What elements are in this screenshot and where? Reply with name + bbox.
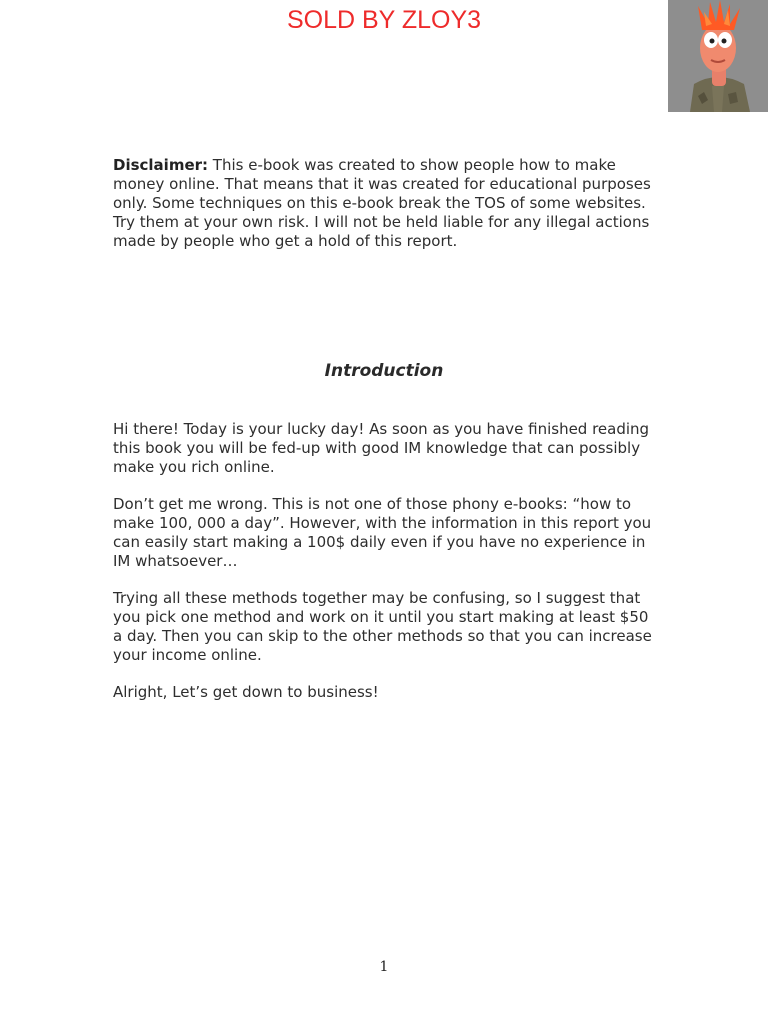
sold-by-banner: SOLD BY ZLOY3 <box>286 6 482 34</box>
intro-paragraph-1: Hi there! Today is your lucky day! As soon as you have finished reading this book you will be fed-up with good IM knowledge that can possibly make you rich online. <box>113 420 650 476</box>
disclaimer-paragraph <box>113 156 658 251</box>
page-number: 1 <box>379 959 389 975</box>
disclaimer-text: This e-book was created to show people how to make money online. That means that it was created for educational purposes only. Some techniques on this e-book break the TOS of some websites. Try them at your own risk. I will not be held liable for any illegal actions made by people who get a hold of this report. <box>113 156 651 250</box>
intro-paragraph-2: Don’t get me wrong. This is not one of those phony e-books: “how to make 100, 000 a day”. However, with the information in this report you can easily start making a 100$ daily even if you have no experience in IM whatsoever… <box>113 495 652 570</box>
intro-paragraph-3: Trying all these methods together may be confusing, so I suggest that you pick one method and work on it until you start making at least $50 a day. Then you can skip to the other methods so that you can increase your income online. <box>113 589 652 664</box>
introduction-heading: Introduction <box>324 361 444 381</box>
disclaimer-label: Disclaimer: <box>113 156 209 174</box>
muppet-character-photo <box>668 0 768 112</box>
muppet-illustration-icon <box>668 0 768 112</box>
introduction-body <box>113 420 658 720</box>
intro-paragraph-4: Alright, Let’s get down to business! <box>113 683 379 701</box>
